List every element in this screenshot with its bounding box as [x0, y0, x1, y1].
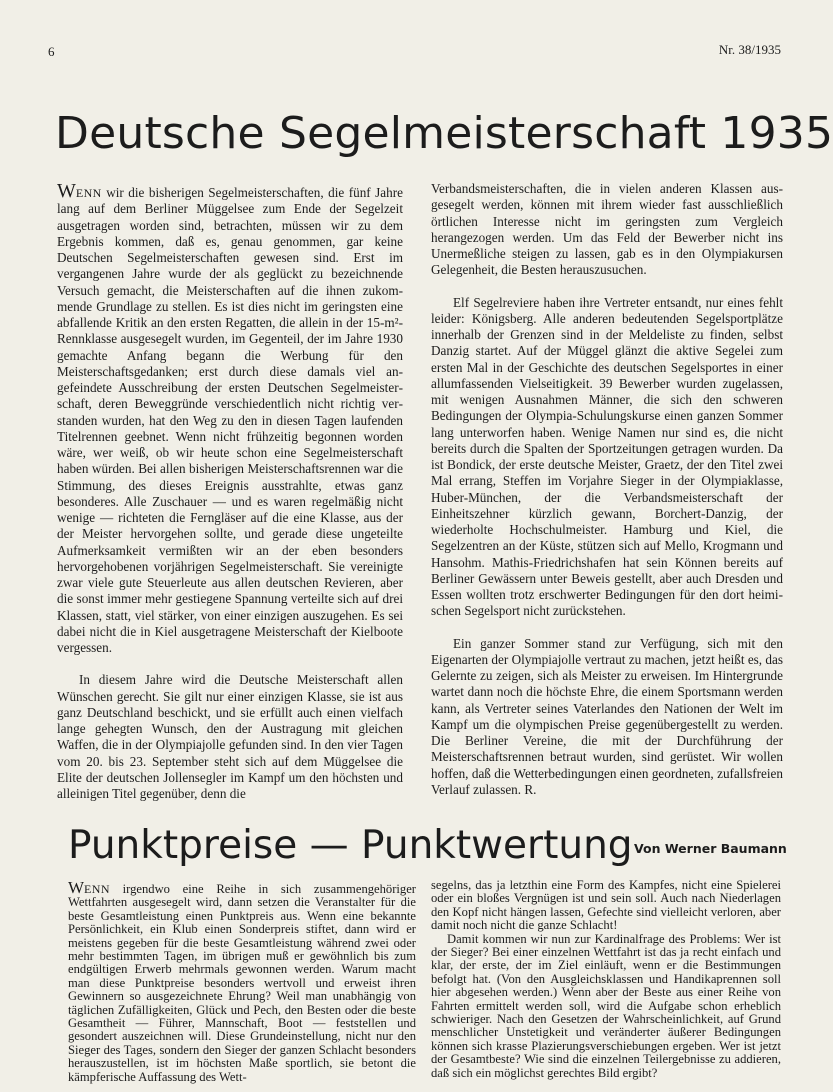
article-column-left: [57, 180, 403, 801]
article-paragraph: In diesem Jahre wird die Deutsche Meisterschaft allen Wünschen gerecht. Sie gilt nur einer einzigen Klasse, sie ist aus ganz Deutschland beschickt, und sie erfüllt auch einen vielfach lange gehegten Wunsch, den der Austragung mit gleichen Waffen, die in der Olympiajolle gefunden sind. In den vier Tagen vom 20. bis 23. September steht sich auf dem Müggelsee die Elite der deutschen Jollensegler im Kampf um den höchsten und alleinigen Titel gegenüber, denn die: [57, 672, 403, 801]
article-title: Deutsche Segelmeisterschaft 1935: [55, 108, 833, 159]
drop-letter: W: [57, 180, 76, 202]
article-title: Punktpreise — Punktwertung: [68, 823, 633, 868]
paragraph-text: wir die bisherigen Segelmeisterschaften, die fünf Jahre lang auf dem Berliner Müggelsee zum Ende der Segelzeit ausgetragen worden sind, betrachten, müssen wir zu dem Ergebnis kommen, daß es, genau genommen, gar keine Deutschen Segelmeisterschaften gewesen sind. Erst im vergangenen Jahre wurde der als geglückt zu bezeichnende Versuch gemacht, die Meisterschaften auf die ihnen zukommende Grundlage zu stellen. Es ist dies nicht im geringsten eine abfallende Kritik an den ersten Regatten, die allein in der 15-m²-Rennklasse ausgesegelt wurden, im Gegenteil, der im Jahre 1930 gemachte Anfang begann die Werbung für den Meisterschaftsgedanken; erst durch diese damals viel angefeindete Ausschreibung der ersten Deutschen Segelmeisterschaft, deren Beweggründe verschiedentlich nicht richtig verstanden wurden, hat den Weg zu den in diesen Tagen laufenden Titelrennen geebnet. Wenn nicht frühzeitig begonnen worden wäre, wer weiß, ob wir heute schon eine Segelmeisterschaft haben würden. Bei allen bisherigen Meisterschaftsrennen war die Stimmung, des dieses Ereignis ausstrahlte, etwas ganz besonderes. Alle Zuschauer — und es waren regelmäßig nicht wenige — richteten die Ferngläser auf die eine Klasse, aus der der Meister hervorgehen sollte, und gerade diese ungeteilte Aufmerksamkeit vermißten wir an der eben besonders hervorgehobenen vorjährigen Segelmeisterschaft. Sie vereinigte zwar viele gute Steuerleute aus allen deutschen Revieren, aber die sonst immer mehr gestiegene Spannung verteilte sich auf drei Klassen, statt, viel stärker, von einer einzigen auszugehen. Es sei dabei nicht die in Kiel ausgetragene Meisterschaft der Kielboote vergessen.: [57, 185, 403, 655]
article-paragraph: Elf Segelreviere haben ihre Vertreter entsandt, nur eines fehlt leider: Königsberg. Alle anderen bedeutenden Segelsportplätze innerhalb der Grenzen sind in der Meldeliste zu finden, selbst Danzig startet. Auf der Müggel glänzt die aktive Segelei zum ersten Mal in der Geschichte des deutschen Segelsportes in einer allumfassenden Vielseitigkeit. 39 Bewerber wurden zugelassen, mit wenigen Ausnahmen Männer, die sich den schweren Bedingungen der Olympia-Schulungskurse einen ganzen Sommer lang unterworfen haben. Wenige Namen nur sind es, die nicht bereits durch die Spalten der Sportzeitungen getragen wurden. Da ist Bondick, der erste deutsche Meister, Graetz, der den Titel zwei Mal errang, Steffen im Vorjahre Sieger in der Olympiaklasse, Huber-München, der die Verbandsmeisterschaft der Einheitszehner kürzlich gewann, Borchert-Danzig, der wiederholte Hochschulmeister. Hamburg und Kiel, die Segelzentren an der Küste, stützen sich auf Mello, Krogmann und Hansohm. Mathis-Friedrichshafen hat sein Können bereits auf Berliner Gewässern unter Beweis gestellt, aber auch Dresden und Essen wollten trotz erschwerter Bedingungen für den dort heimischen Segelsport nicht zurückstehen.: [431, 294, 783, 619]
paragraph-text: irgendwo eine Reihe in sich zusammengehöriger Wettfahrten ausgesegelt wird, dann setzen die Veranstalter für die beste Gesamtleistung einen Punktpreis aus. Wenn eine bekannte Persönlichkeit, ein Klub einen Sonderpreis stiftet, dann wird er meistens gegeben für die beste Gesamtleistung während zwei oder mehr bestimmten Tagen, im übrigen muß er gewöhnlich bis zum endgültigen Erwerb mehrmals gewonnen werden. Warum macht man diese Punktpreise besonders wertvoll und erweist ihren Gewinnern so ausgezeichnete Ehrung? Weil man unabhängig von täglichen Zufälligkeiten, Glück und Pech, den Besten oder die beste Gesamtheit — Führer, Mannschaft, Boot — feststellen und gesondert auszeichnen will. Diese Grundeinstellung, nicht nur den Sieger des Tages, sondern den Sieger der ganzen Schlacht besonders herauszustellen, ist im höchsten Maße sportlich, sie betont die kämpferische Auffassung des Wett-: [68, 882, 416, 1084]
author-byline: Von Werner Baumann: [634, 841, 787, 856]
article-paragraph: Ein ganzer Sommer stand zur Verfügung, sich mit den Eigenarten der Olympiajolle vertraut zu machen, jetzt heißt es, das Gelernte zu zeigen, sich als Meister zu erweisen. Im Hintergrunde wartet dann noch die höchste Ehre, die einem Sportsmann werden kann, als Vertreter seines Vaterlandes den Nationen der Welt im Kampf um die olympischen Preise gegenübergestellt zu werden. Die Berliner Vereine, die mit der Durchführung der Meisterschaftsrennen betraut wurden, sind gerüstet. Wir wollen hoffen, daß die Wetterbedingungen einen geordneten, zufallsfreien Verlauf zulassen. R.: [431, 635, 783, 797]
article-column-left: [68, 879, 416, 1092]
article-column-right: [431, 879, 781, 1092]
article-paragraph: [57, 181, 403, 656]
issue-number: Nr. 38/1935: [718, 42, 781, 57]
article-paragraph: segelns, das ja letzthin eine Form des Kampfes, nicht eine Spielerei oder ein bloßes Vergnügen ist und sein soll. Auch nach Niederlagen den Kopf nicht hängen lassen, Gefechte sind vielleicht verloren, aber damit noch nicht die ganze Schlacht!: [431, 878, 781, 933]
page-number: 6: [48, 44, 55, 59]
article-paragraph: [68, 879, 416, 1084]
article-paragraph: Verbandsmeisterschaften, die in vielen anderen Klassen ausgesegelt werden, können mit ihrem wieder fast ausschließlich örtlichen Interesse nicht im geringsten zum Vergleich herangezogen werden. Um das Feld der Bewerber nicht ins Unermeßliche steigen zu lassen, gab es in den Olympiakursen Gelegenheit, die Besten herauszusuchen.: [431, 181, 783, 278]
small-caps-word: ENN: [84, 882, 110, 896]
article-paragraph: Damit kommen wir nun zur Kardinalfrage des Problems: Wer ist der Sieger? Bei einer einzelnen Wettfahrt ist das ja recht einfach und klar, der erste, der im Ziel einläuft, wenn er die Bestimmungen befolgt hat. (Von den Ausgleichsklassen und Handikaprennen soll hier abgesehen werden.) Wenn aber der Beste aus einer Reihe von Fahrten ermittelt werden soll, wird die Aufgabe schon erheblich schwieriger. Nach den Gesetzen der Wahrscheinlichkeit, auf Grund menschlicher Unstetigkeit und veränderter äußerer Bedingungen können sich krasse Plazierungsverschiebungen ergeben. Wer ist jetzt der Gesamtbeste? Wie sind die einzelnen Teilergebnisse zu addieren, daß sich ein möglichst gerechtes Bild ergibt?: [431, 931, 781, 1080]
drop-letter: W: [68, 878, 85, 897]
small-caps-word: ENN: [75, 186, 102, 200]
article-column-right: [431, 181, 783, 797]
